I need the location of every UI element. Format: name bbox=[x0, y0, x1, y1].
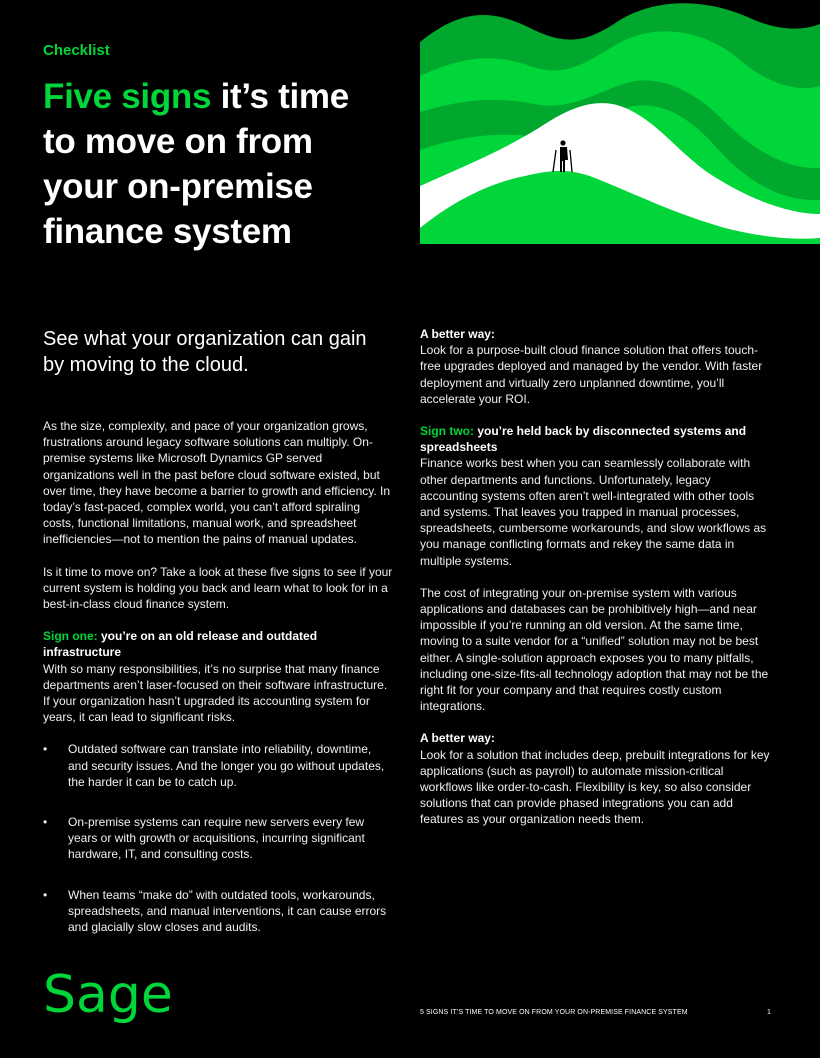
left-column bbox=[43, 418, 393, 959]
page-title bbox=[43, 74, 383, 254]
sign-two-heading bbox=[420, 423, 770, 455]
svg-text:Sage: Sage bbox=[43, 965, 173, 1025]
sign-two-body: Finance works best when you can seamlessly collaborate with other departments and functions. Unfortunately, legacy accounting systems often aren’t well-integrated with other tools and systems. That leaves you trapped in manual processes, spreadsheets, cumbersome workarounds, and slow workflows as you manage conflicting formats and rekey the same data in multiple systems. bbox=[420, 456, 767, 568]
better-way-heading-2: A better way: bbox=[420, 731, 495, 746]
intro-paragraph-2: Is it time to move on? Take a look at these five signs to see if your current system is holding you back and learn what to look for in a best-in-class cloud finance system. bbox=[43, 564, 393, 612]
list-item-text: On-premise systems can require new servers every few years or with growth or acquisitions, incurring significant hardware, IT, and consulting costs. bbox=[68, 815, 365, 862]
doc-label: Checklist bbox=[43, 42, 110, 59]
sage-logo-icon bbox=[43, 964, 173, 1040]
list-item-text: Outdated software can translate into reliability, downtime, and security issues. And the longer you go without updates, the harder it can be to catch up. bbox=[68, 742, 385, 789]
list-item bbox=[43, 741, 393, 790]
hero-illustration bbox=[420, 0, 820, 244]
title-highlight: Five signs bbox=[43, 77, 212, 116]
title-rest: it’s time to move on from your on-premise finance system bbox=[43, 77, 349, 251]
bullet-icon: • bbox=[43, 887, 48, 902]
list-item bbox=[43, 814, 393, 863]
page-number: 1 bbox=[767, 1009, 771, 1016]
sign-one-label: Sign one: bbox=[43, 629, 98, 644]
risk-list bbox=[43, 741, 393, 935]
list-item-text: When teams “make do” with outdated tools, workarounds, spreadsheets, and manual interventions, it can cause errors and glacially slow closes and audits. bbox=[68, 887, 387, 935]
better-way-body-2: Look for a solution that includes deep, prebuilt integrations for key applications (such as payroll) to automate mission-critical workflows like order-to-cash. Flexibility is key, so also consider solutions that can provide phased integrations you can add features as your organization needs them. bbox=[420, 747, 770, 827]
footer-doc-title: 5 SIGNS IT’S TIME TO MOVE ON FROM YOUR ON-PREMISE FINANCE SYSTEM bbox=[420, 1009, 688, 1016]
better-way-heading: A better way: bbox=[420, 327, 495, 341]
sign-one-heading bbox=[43, 628, 393, 660]
better-way-body: Look for a purpose-built cloud finance solution that offers touch-free upgrades deployed and managed by the vendor. With faster deployment and virtually zero unplanned downtime, you’ll accelerate your ROI. bbox=[420, 343, 763, 406]
sign-two-title: you’re held back by disconnected systems and spreadsheets bbox=[420, 424, 747, 455]
subtitle: See what your organization can gain by moving to the cloud. bbox=[43, 328, 367, 376]
sign-two-body-2: The cost of integrating your on-premise system with various applications and databases can be prohibitively high—and near impossible if you’re running an old version. At the same time, moving to a suite vendor for a “unified” solution may not be best either. A single-solution approach exposes you to many pitfalls, including one-size-fits-all technology adoption that may not be the right fit for your company and that requires costly custom integrations. bbox=[420, 585, 769, 714]
list-item bbox=[43, 887, 393, 936]
sign-two-label: Sign two: bbox=[420, 424, 474, 439]
sign-one-title: you’re on an old release and outdated infrastructure bbox=[43, 629, 318, 660]
sign-one-body: With so many responsibilities, it’s no surprise that many finance departments aren’t laser-focused on their software infrastructure. If your organization hasn’t upgraded its accounting system for years, it can lead to significant risks. bbox=[43, 661, 388, 725]
hills-illustration bbox=[420, 0, 820, 244]
bullet-icon: • bbox=[43, 815, 48, 830]
sage-logo bbox=[43, 964, 173, 1040]
right-column bbox=[420, 326, 770, 844]
intro-paragraph: As the size, complexity, and pace of your organization grows, frustrations around legacy software solutions can multiply. On-premise systems like Microsoft Dynamics GP served organizations well in the past before cloud software existed, but over time, they have become a barrier to growth and efficiency. In today’s fast-paced, complex world, you can’t afford spiraling costs, functional limitations, manual work, and spreadsheet inefficiencies—not to mention the pains of manual updates. bbox=[43, 419, 391, 547]
bullet-icon: • bbox=[43, 742, 48, 757]
